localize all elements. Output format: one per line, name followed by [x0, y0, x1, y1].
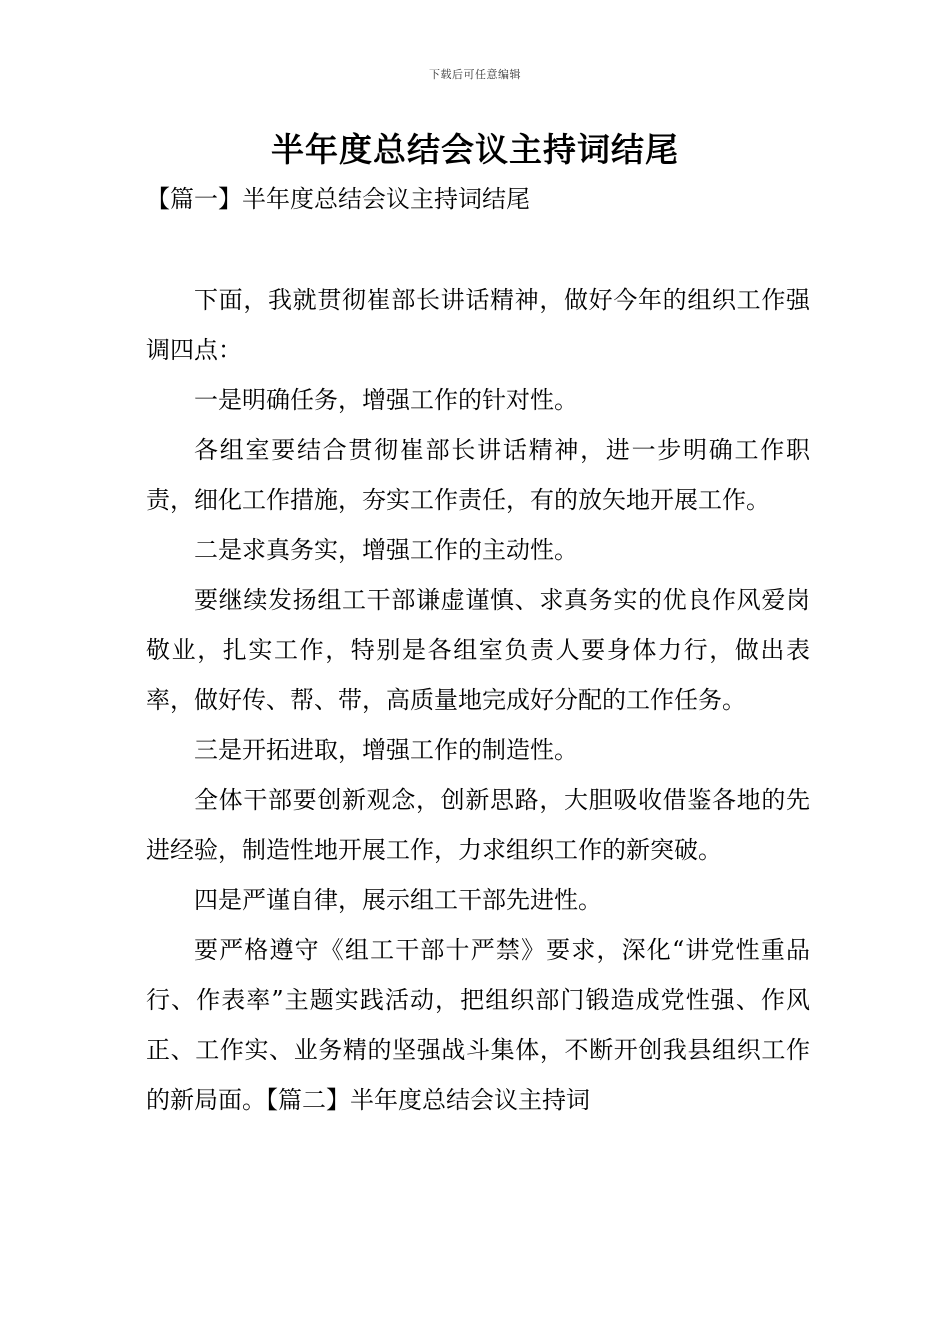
section-heading: 【篇一】半年度总结会议主持词结尾	[146, 185, 530, 213]
header-note: 下载后可任意编辑	[429, 68, 521, 81]
paragraph-point-2: 二是求真务实，增强工作的主动性。	[194, 536, 578, 564]
paragraph-point-1-detail: 各组室要结合贯彻崔部长讲话精神，进一步明确工作职责，细化工作措施，夯实工作责任，有的放矢地开展工作。	[146, 436, 810, 514]
document-body	[146, 275, 810, 1125]
paragraph-point-4-detail: 要严格遵守《组工干部十严禁》要求，深化“讲党性重品行、作表率”主题实践活动，把组织部门锻造成党性强、作风正、工作实、业务精的坚强战斗集体，不断开创我县组织工作的新局面。【篇二】半年度总结会议主持词	[146, 936, 810, 1114]
paragraph-point-3: 三是开拓进取，增强工作的制造性。	[194, 736, 578, 764]
paragraph-point-4: 四是严谨自律，展示组工干部先进性。	[194, 886, 602, 914]
document-title: 半年度总结会议主持词结尾	[271, 130, 679, 169]
paragraph-point-1: 一是明确任务，增强工作的针对性。	[194, 386, 578, 414]
paragraph-intro: 下面，我就贯彻崔部长讲话精神，做好今年的组织工作强调四点：	[146, 286, 810, 364]
paragraph-point-2-detail: 要继续发扬组工干部谦虚谨慎、求真务实的优良作风爱岗敬业，扎实工作，特别是各组室负责人要身体力行，做出表率，做好传、帮、带，高质量地完成好分配的工作任务。	[146, 586, 810, 714]
paragraph-point-3-detail: 全体干部要创新观念，创新思路，大胆吸收借鉴各地的先进经验，制造性地开展工作，力求组织工作的新突破。	[146, 786, 810, 864]
